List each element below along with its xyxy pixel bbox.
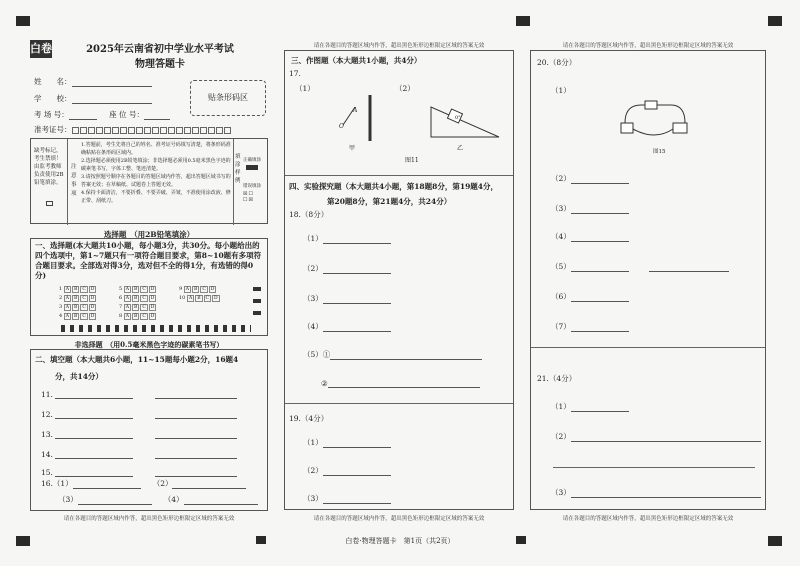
- caution-items: [81, 141, 231, 205]
- name-label: 姓 名：: [34, 77, 72, 86]
- caution-item-2: 2.选择题必须使用2B铅笔填涂；非选择题必须用0.5毫米黑色字迹的碳素笔书写，字体工整、笔迹清楚。: [81, 158, 231, 172]
- absent-note: 缺考标记，考生禁填！由监考教师负责使用2B铅笔填涂。: [34, 148, 64, 186]
- room-field[interactable]: [69, 119, 97, 120]
- diagram-mirror: [325, 91, 385, 151]
- school-label: 学 校：: [34, 94, 72, 103]
- q17-part1: （1）: [295, 84, 315, 93]
- q18-row-5b[interactable]: ②: [321, 379, 480, 388]
- q16-row-1[interactable]: 16.（1） （2）: [41, 478, 246, 489]
- exam-badge: 白卷: [30, 40, 52, 58]
- q19-row-2[interactable]: （2）: [303, 465, 391, 476]
- label-o: O: [339, 123, 344, 130]
- section2-title-2: 分，共14分）: [55, 372, 103, 381]
- q20-row-3[interactable]: （3）: [551, 203, 629, 214]
- nonchoice-header: 非选择题 （用0.5毫米黑色字迹的碳素笔书写）: [74, 340, 224, 349]
- section4-title-2: 第20题8分，第21题4分，共24分）: [327, 197, 452, 206]
- caution-label: 注意事项: [71, 164, 77, 197]
- section1-title: 一、选择题(本大题共10小题，每小题3分，共30分。每小题给出的四个选项中，第1~7题只有一项符合题目要求，第8~10题有多项符合题目要求。全部选对得3分，选对但不全的得1分，有选错的得0分): [35, 241, 262, 280]
- circuit-diagram: [615, 97, 695, 143]
- q17-part2: （2）: [395, 84, 415, 93]
- fill-example-label: 填涂样例: [235, 154, 241, 184]
- choice-col-2[interactable]: 5 A B C D 6 A B C D 7 A B C D 8 A B C D: [119, 286, 155, 319]
- q20-row-6[interactable]: （6）: [551, 291, 629, 302]
- notes-box: [30, 138, 268, 224]
- q12-row[interactable]: 12.: [41, 410, 237, 419]
- q21-label: 21.（4分）: [537, 374, 577, 383]
- q18-row-3[interactable]: （3）: [303, 293, 391, 304]
- q16-row-2[interactable]: （3） （4）: [58, 494, 258, 505]
- fill-in-box: [30, 349, 268, 511]
- exam-title: 2025年云南省初中学业水平考试: [86, 44, 234, 55]
- seat-label: 座 位 号：: [109, 110, 144, 119]
- q20-row-5[interactable]: （5）: [551, 261, 729, 272]
- q21-row-3[interactable]: （3）: [551, 487, 761, 498]
- right-box: [530, 50, 766, 510]
- corner-mark-tl: [16, 16, 30, 26]
- warning-left: 请在各题目的答题区域内作答，超出黑色矩形边框限定区域的答案无效: [63, 516, 235, 522]
- section2-title-1: 二、填空题（本大题共6小题，11~15题每小题2分，16题4: [35, 355, 239, 364]
- q17-label: 17.: [289, 69, 301, 78]
- correct-label: 正确填涂: [243, 158, 261, 163]
- q18-row-4[interactable]: （4）: [303, 321, 391, 332]
- figure11-caption: 图11: [405, 157, 419, 164]
- q15-row[interactable]: 15.: [41, 468, 237, 477]
- absent-checkbox[interactable]: [46, 201, 53, 206]
- name-row: [34, 76, 152, 87]
- choice-header: 选择题 （用2B铅笔填涂）: [103, 230, 195, 239]
- choice-col-3[interactable]: 9 A B C D 10 A B C D: [179, 286, 218, 301]
- q20-row-2[interactable]: （2）: [551, 173, 629, 184]
- page-footer: 白卷·物理答题卡 第1页（共2页）: [345, 537, 455, 545]
- corner-mark-tr: [768, 16, 782, 26]
- q20-row-7[interactable]: （7）: [551, 321, 629, 332]
- q19-row-3[interactable]: （3）: [303, 493, 391, 504]
- room-label: 考 场 号：: [34, 110, 69, 119]
- corner-mark-bl: [16, 536, 30, 546]
- room-row: [34, 109, 170, 120]
- section3-title: 三、作图题（本大题共1小题，共4分）: [291, 56, 422, 65]
- card-title: 物理答题卡: [135, 59, 185, 70]
- warning-right-bottom: 请在各题目的答题区域内作答，超出黑色矩形边框限定区域的答案无效: [562, 516, 734, 522]
- q21-extra-line[interactable]: [553, 467, 755, 468]
- q19-label: 19.（4分）: [289, 414, 329, 423]
- caution-item-3: 3.请按照题号顺序在各题目的答题区域内作答，超出答题区域书写的答案无效；在草稿纸、试题卷上答题无效。: [81, 174, 231, 188]
- label-degree: 0°: [455, 115, 461, 121]
- q21-row-2[interactable]: （2）: [551, 431, 761, 442]
- figure15-caption: 图15: [653, 149, 666, 155]
- caution-item-1: 1.答题前，考生先将自己的姓名、准考证号码填写清楚，将条形码准确粘贴在条形码区域内。: [81, 142, 231, 156]
- q19-row-1[interactable]: （1）: [303, 437, 391, 448]
- label-yi: 乙: [457, 145, 464, 152]
- diagram-incline: [425, 101, 505, 143]
- wrong-label: 错误填涂: [243, 184, 261, 189]
- school-row: [34, 93, 152, 104]
- timing-marks: [61, 325, 251, 332]
- corner-mark-bm2: [516, 536, 526, 544]
- q18-row-5[interactable]: （5）①: [303, 349, 482, 360]
- q20-label: 20.（8分）: [537, 58, 577, 67]
- q18-label: 18.（8分）: [289, 210, 329, 219]
- caution-item-4: 4.保持卡面清洁，不要折叠、不要弄破、弄皱，不准使用涂改液、修正带、刮纸刀。: [81, 190, 231, 204]
- corner-mark-tm: [516, 16, 530, 26]
- id-cells[interactable]: [72, 125, 232, 134]
- seat-field[interactable]: [144, 119, 170, 120]
- corner-mark-bm1: [256, 536, 266, 544]
- warning-mid-top: 请在各题目的答题区域内作答，超出黑色矩形边框限定区域的答案无效: [313, 43, 485, 49]
- middle-box: [284, 50, 514, 510]
- q13-row[interactable]: 13.: [41, 430, 237, 439]
- choice-box: [30, 238, 268, 336]
- q14-row[interactable]: 14.: [41, 450, 237, 459]
- barcode-area[interactable]: 贴条形码区: [190, 80, 266, 116]
- name-field[interactable]: [72, 86, 152, 87]
- q20-row-4[interactable]: （4）: [551, 231, 629, 242]
- warning-mid-bottom: 请在各题目的答题区域内作答，超出黑色矩形边框限定区域的答案无效: [313, 516, 485, 522]
- choice-col-1[interactable]: 1 A B C D 2 A B C D 3 A B C D 4 A B C D: [59, 286, 95, 319]
- id-label: 准考证号：: [34, 125, 72, 134]
- q20-row-1: （1）: [551, 86, 571, 95]
- corner-mark-br: [768, 536, 782, 546]
- q18-row-1[interactable]: （1）: [303, 233, 391, 244]
- label-jia: 甲: [349, 145, 356, 152]
- section4-title-1: 四、实验探究题（本大题共4小题，第18题8分，第19题4分，: [289, 182, 499, 191]
- label-a: A: [353, 107, 358, 114]
- school-field[interactable]: [72, 103, 152, 104]
- wrong-sample: ☒☐ ☐☒: [243, 191, 254, 203]
- id-row: [34, 124, 232, 135]
- q11-row[interactable]: 11.: [41, 390, 237, 399]
- warning-right-top: 请在各题目的答题区域内作答，超出黑色矩形边框限定区域的答案无效: [562, 43, 734, 49]
- correct-sample: [246, 165, 258, 170]
- q21-row-1[interactable]: （1）: [551, 401, 629, 412]
- q18-row-2[interactable]: （2）: [303, 263, 391, 274]
